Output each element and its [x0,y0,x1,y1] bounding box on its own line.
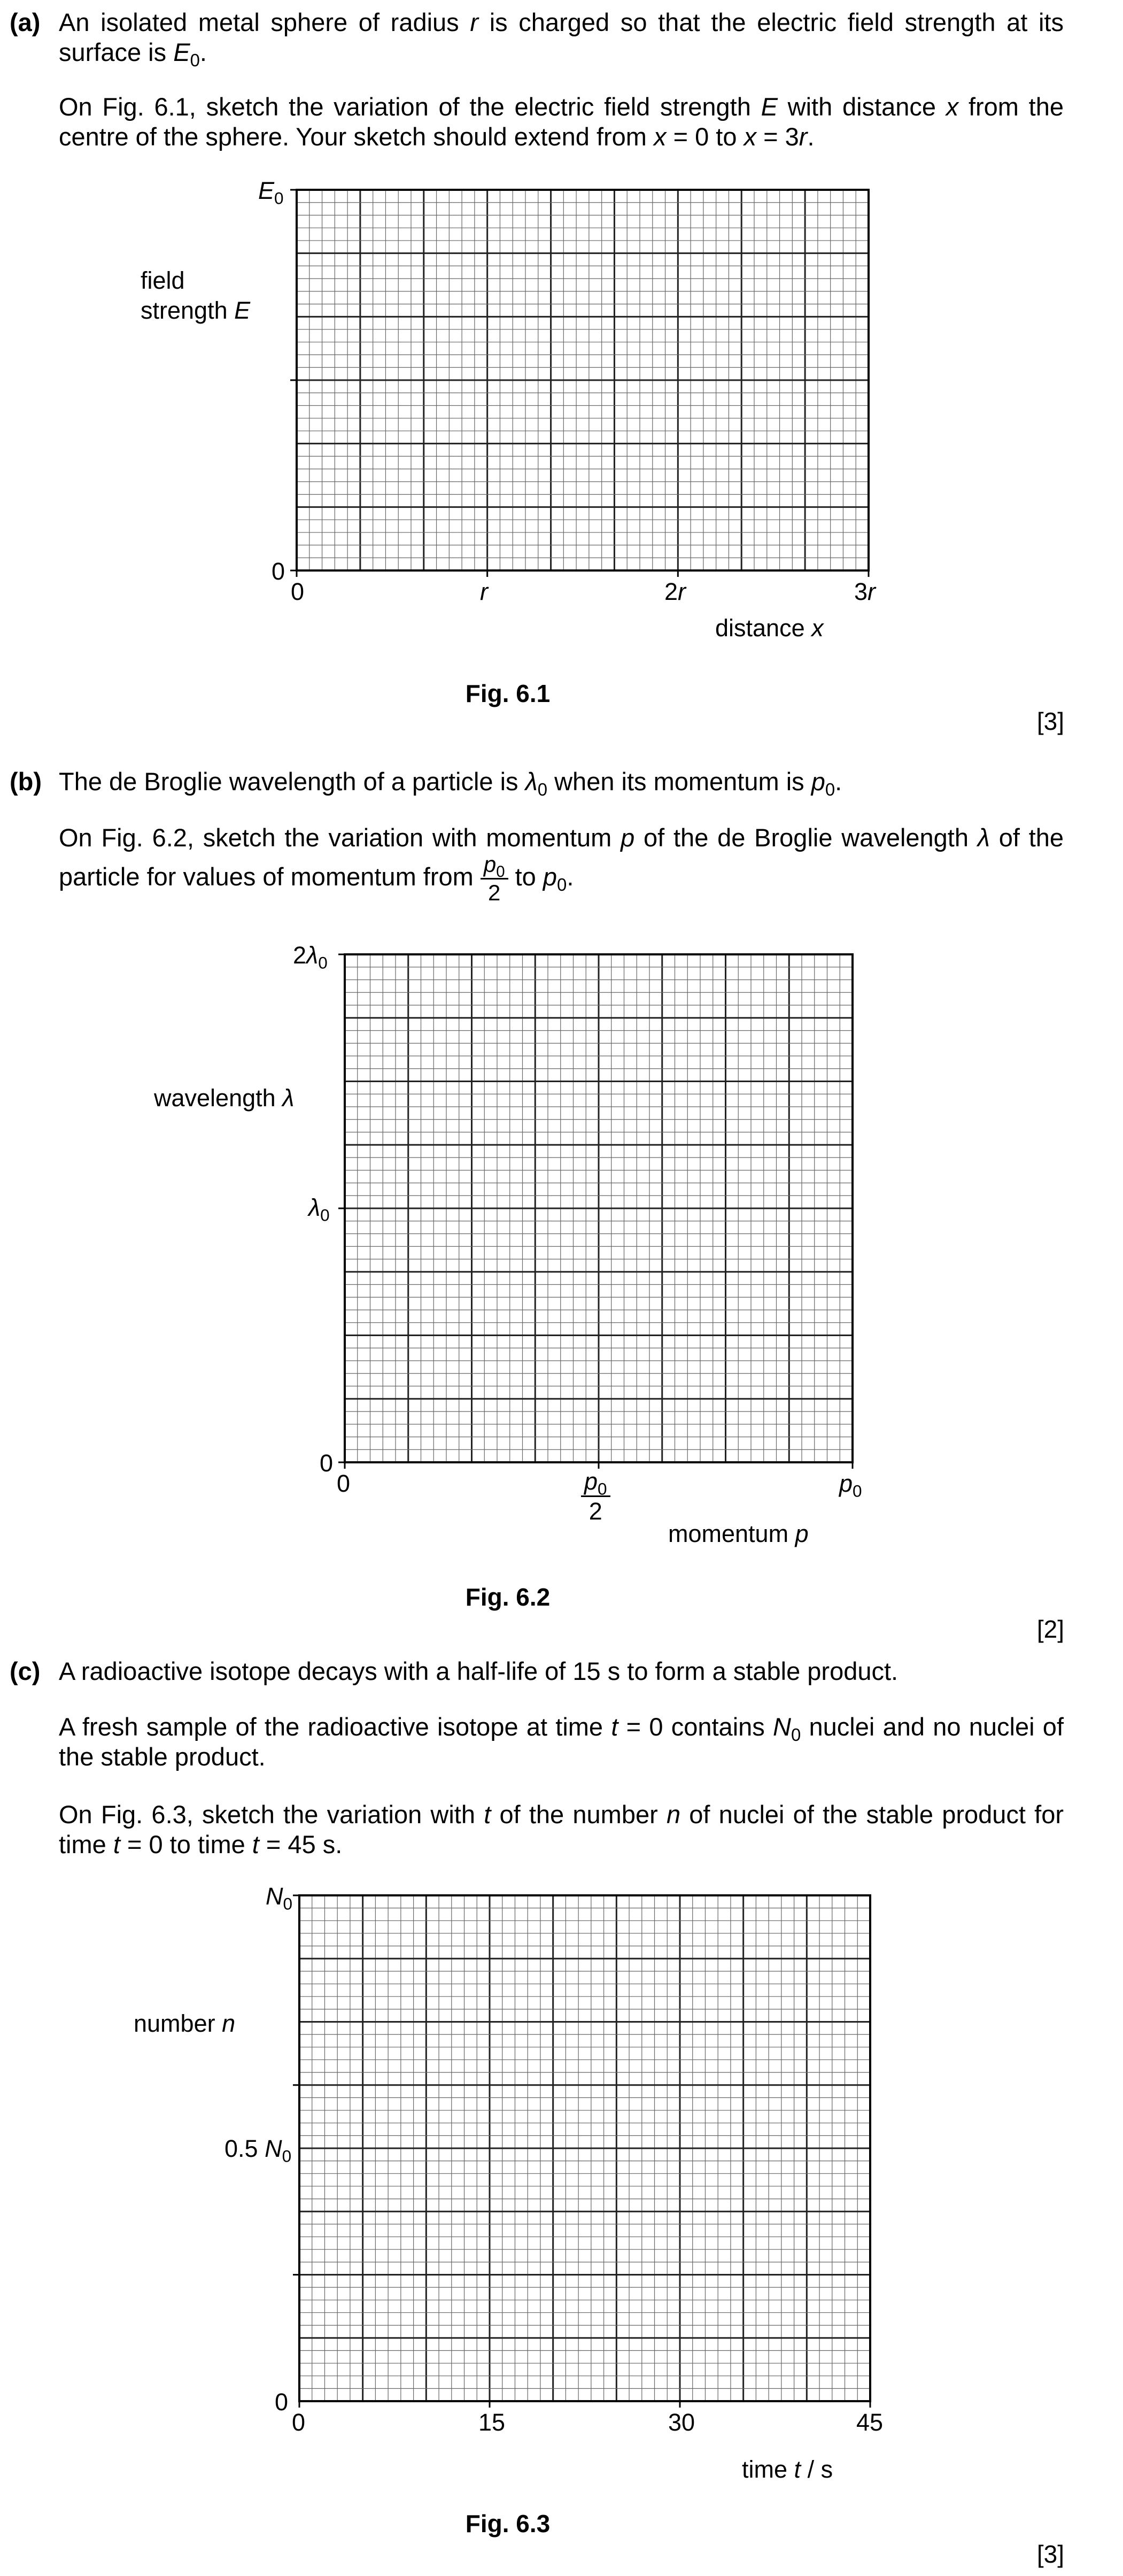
part-a-marks: [3] [1036,707,1064,735]
fig-6-3-y-mid-label: 0.5 $N_0$ [224,2135,292,2166]
fig-6-1-caption: Fig. 6.1 [465,680,551,707]
part-a-intro: An isolated metal sphere of radius r is charged so that the electric field strength at its surface is $E_0$. [59,8,1064,71]
fig-6-2-y-axis-label: wavelength λ [154,1084,295,1112]
fig-6-1-y-axis-label: field strength E [141,267,251,324]
part-b-label: (b) [10,767,42,796]
part-c-label: (c) [10,1657,41,1685]
fig-6-3-y-top-label: $N_0$ [266,1883,293,1914]
part-c-instruction: On Fig. 6.3, sketch the variation with t of the number n of nuclei of the stable product for time t = 0 to time t = 45 s. [59,1800,1064,1859]
fig-6-3-y-zero-label: 0 [275,2388,289,2416]
fig-6-2-y-zero-label: 0 [320,1449,334,1477]
fig-6-1-x-tick-r: r [480,578,488,605]
part-c-marks: [3] [1036,2540,1064,2568]
fig-6-2-y-mid-label: $\lambda_0$ [308,1194,330,1225]
part-c-intro: A radioactive isotope decays with a half-life of 15 s to form a stable product. [59,1657,899,1685]
fig-6-1-x-tick-2r: 2r [664,578,686,605]
fig-6-2-grid[interactable] [345,954,853,1462]
fig-6-2-caption: Fig. 6.2 [465,1583,551,1611]
fig-6-3-y-axis-label: number n [134,2010,236,2037]
fig-6-1-x-axis-label: distance x [715,614,824,642]
fig-6-3-x-axis-label: time t / s [742,2456,833,2483]
fig-6-3-grid[interactable] [299,1895,870,2401]
fig-6-1-y-zero-label: 0 [272,558,285,585]
part-a-label: (a) [10,8,41,36]
fig-6-3-caption: Fig. 6.3 [465,2510,551,2538]
fig-6-3-x-tick-15: 15 [478,2409,506,2436]
part-b-intro: The de Broglie wavelength of a particle is $\lambda_0$ when its momentum is $p_0$. [59,767,842,799]
part-c-sample-statement: A fresh sample of the radioactive isotope at time t = 0 contains $N_0$ nuclei and no nuclei of the stable product. [59,1713,1064,1771]
part-b-marks: [2] [1036,1615,1064,1643]
fig-6-3-x-tick-0: 0 [292,2409,306,2436]
part-a-instruction: On Fig. 6.1, sketch the variation of the electric field strength E with distance x from the centre of the sphere. Your sketch should extend from x = 0 to x = 3r. [59,92,1064,151]
fig-6-3-x-tick-30: 30 [668,2409,695,2436]
part-b-instruction: On Fig. 6.2, sketch the variation with momentum p of the de Broglie wavelength λ of the particle for values of momentum from $\frac{p_0}{2}$ to $p_0$. [59,823,1064,905]
fig-6-1-y-top-label: $E_0$ [258,177,284,208]
fig-6-2-x-axis-label: momentum p [668,1520,809,1547]
fig-6-2-y-top-label: $2\lambda_0$ [293,942,328,973]
fig-6-3-x-tick-45: 45 [856,2409,884,2436]
fig-6-2-x-tick-end: $p_0$ [839,1470,862,1501]
fig-6-2-x-tick-0: 0 [337,1470,351,1497]
fig-6-1-x-tick-0: 0 [291,578,305,605]
fig-6-1-x-tick-3r: 3r [854,578,876,605]
fig-6-2-x-tick-mid: $\frac{p_0}{2}$ [581,1469,610,1523]
fig-6-1-grid[interactable] [297,190,869,570]
